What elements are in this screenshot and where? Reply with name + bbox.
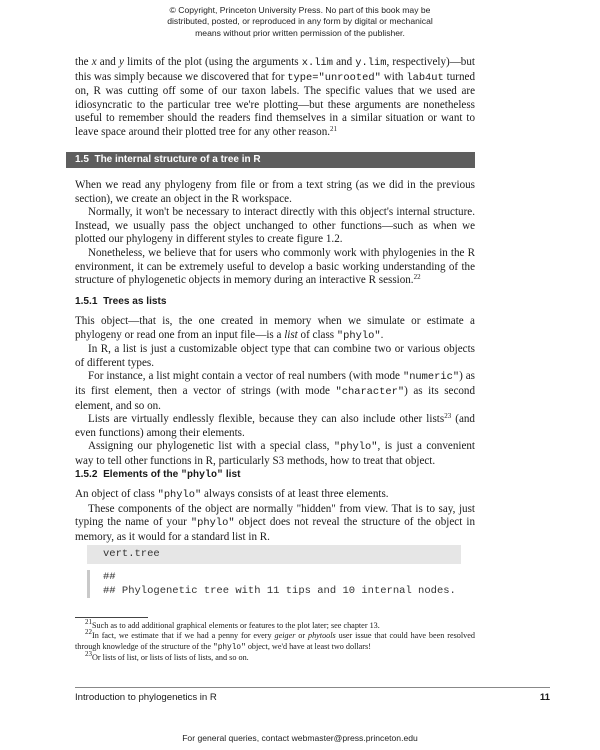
page-number: 11 [539,692,550,703]
text-run: These components of the object are normally "hidden" from view. That is to say, just typing the name of your [75,502,475,529]
inline-code: "character" [335,385,405,398]
section-title: The internal structure of a tree in R [94,154,261,165]
running-footer-title: Introduction to phylogenetics in R [75,692,217,703]
text-run: This object—that is, the one created in memory when we simulate or estimate a phylogeny or read one from an input file—is a [75,315,475,341]
inline-code: lab4ut [406,71,444,84]
subsection-body [75,488,475,544]
copyright-line: distributed, posted, or reproduced in any form by digital or mechanical [167,16,433,27]
text-run: , is just a convenient way to tell other functions in R, particularly S3 methods, how to treat that object. [75,440,475,467]
footnote-ref[interactable]: 23 [444,412,452,421]
text-run: always consists of at least three elements. [201,488,389,500]
code-input[interactable]: vert.tree [87,545,461,564]
inline-code: x.lim [301,57,333,69]
subsection-number: 1.5.2 [75,469,98,480]
paragraph [75,503,475,545]
inline-code: type="unrooted" [287,71,381,84]
copyright-line: means without prior written permission of the publisher. [195,27,405,38]
text-run: ) as its first element, then a vector of strings (with mode [75,370,475,397]
intro-paragraph [75,56,475,140]
text-run: For instance, a list might contain a vector of real numbers (with mode [88,370,403,383]
subsection-number: 1.5.1 [75,296,98,307]
text-run: phytools [307,631,336,641]
section-number: 1.5 [75,154,89,165]
text-run: Assigning our phylogenetic list with a special class, [88,440,334,453]
text-run: Nonetheless, we believe that for users who commonly work with phylogenies in the R environment, it can be extremely useful to develop a basic working understanding of the structure of phylogenetic objects in memory during an interactive R session. [75,246,475,287]
inline-code: "phylo" [157,489,202,501]
paragraph: In R, a list is just a customizable object type that can combine two or various objects of different types. [75,343,475,369]
text-run: geiger [274,631,296,641]
text-run: , respectively)—but this was simply because we discovered that for [75,56,475,83]
section-heading [66,152,475,168]
footnote-number: 23 [85,650,92,659]
footnote-ref[interactable]: 21 [330,124,338,133]
text-run: object, we'd have at least two dollars! [245,641,371,651]
code-output-line: ## Phylogenetic tree with 11 tips and 10 internal nodes. [103,585,456,597]
code-block[interactable] [87,545,461,600]
text-run: with [380,70,407,83]
text-run: An object of class [75,488,158,500]
text-run: ) as its second element, and so on. [75,384,476,412]
inline-code: "phylo" [213,643,246,652]
paragraph [75,440,475,468]
inline-code: "phylo" [181,470,224,481]
paragraph [75,315,475,343]
footnote [75,618,475,631]
text-run: the [75,56,92,68]
copyright-notice [0,5,600,39]
text-run: list [284,328,298,341]
paragraph [75,370,475,413]
footnote [75,628,475,653]
subsection-title: Trees as lists [103,296,167,307]
text-run: of class [297,328,337,341]
section-body [75,179,475,288]
footer-divider [75,687,550,688]
text-run: In fact, we estimate that if we had a penny for every [92,631,275,641]
inline-code: "phylo" [333,441,378,454]
text-run: and [96,56,119,68]
footnote-number: 21 [85,618,92,626]
copyright-line: © Copyright, Princeton University Press. No part of this book may be [169,5,431,15]
text-run: user issue that could have been resolved through knowledge of the structure of the [75,631,475,651]
text-run: and [332,56,356,68]
footnote-ref[interactable]: 22 [413,273,421,282]
footnote-number: 22 [85,628,92,637]
code-output-line: ## [103,571,116,583]
contact-note: For general queries, contact webmaster@press.princeton.edu [182,733,418,743]
footnote [75,650,475,663]
text-run: Lists are virtually endlessly flexible, because they can also include other lists [88,413,445,426]
paragraph [75,488,475,503]
inline-code: "phylo" [190,517,235,530]
paragraph: When we read any phylogeny from file or from a text string (as we did in the previous section), we create an object in the R workspace. [75,179,475,205]
intro-text [75,56,475,140]
text-run: . [380,328,384,341]
text-run: (and even functions) among their elements. [75,413,475,439]
subsection-title: Elements of the [103,469,182,480]
text-run: Or lists of list, or lists of lists of lists, and so on. [92,653,249,663]
paragraph [75,413,475,440]
text-run: limits of the plot (using the arguments [123,56,302,68]
text-run: x [91,56,97,68]
text-run: turned on, R was cutting off some of our taxon labels. The specific values that we used are idiosyncratic to the particular tree we're plotting—but these arguments are nonetheless useful to remember should the readers find themselves in a similar situation or want to leave space around their plotted tree for any other reason. [75,70,475,138]
footnotes [75,618,475,664]
subsection-heading [75,469,475,481]
inline-code: y.lim [355,57,387,69]
text-run: object does not reveal the structure of the object in memory, as it would for a standard list in R. [75,516,476,543]
inline-code: "numeric" [402,371,460,384]
text-run: y [118,56,124,68]
paragraph: Normally, it won't be necessary to interact directly with this object's internal structure. Instead, we usually pass the object unchanged to other functions—such as when we plotted our phylogeny in different styles to create figure 1.2. [75,206,475,246]
subsection-title: list [223,469,241,480]
subsection-body [75,315,475,469]
text-run: Such as to add additional graphical elements or features to the plot later; see chapter 13. [92,621,380,630]
text-run: or [295,631,308,641]
paragraph [75,247,475,288]
subsection-heading [75,296,475,307]
inline-code: "phylo" [336,329,381,342]
code-output[interactable] [87,570,461,598]
